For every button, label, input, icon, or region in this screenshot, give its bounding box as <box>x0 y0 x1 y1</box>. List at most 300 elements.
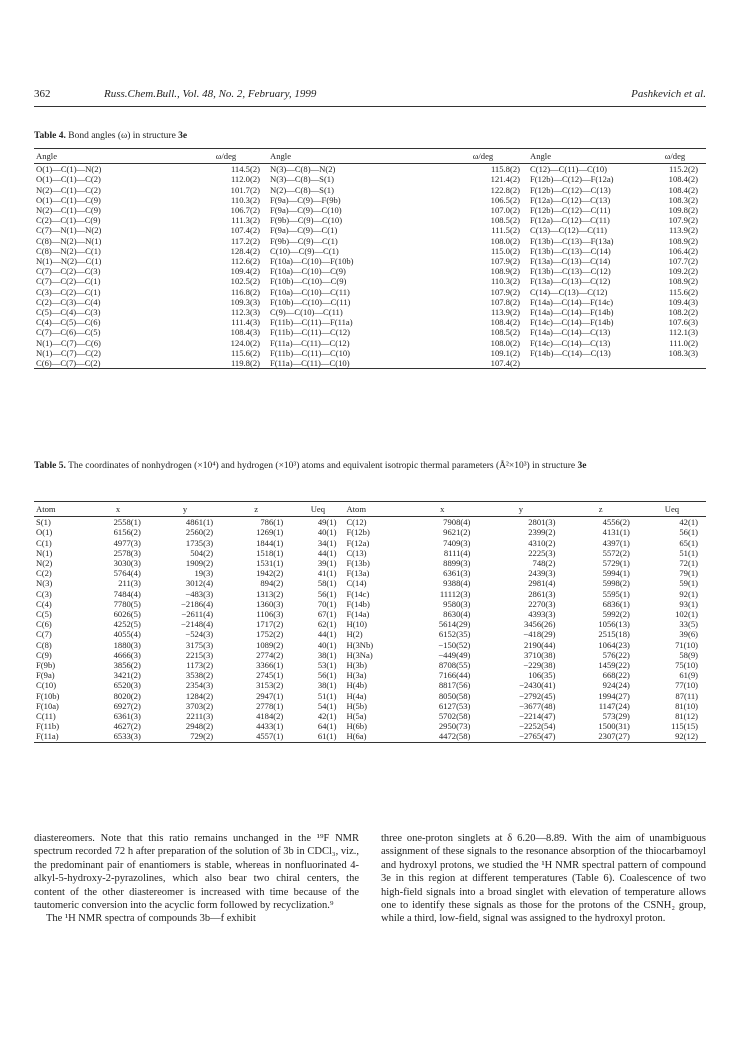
table4-row <box>34 317 706 327</box>
table4-row <box>34 266 706 276</box>
table5-cell: 1056(13) <box>598 619 630 630</box>
table5-header-cell: z <box>563 502 637 517</box>
table4-cell: 108.4(3) <box>230 327 260 338</box>
table5-cell: 6533(3) <box>87 731 149 742</box>
table5-cell: 894(2) <box>260 578 284 589</box>
table4-cell: 108.4(2) <box>668 174 698 185</box>
table4-row <box>34 287 706 297</box>
table5-cell: 5994(1) <box>602 568 630 579</box>
table4-cell: F(9a)—C(9)—C(10) <box>270 205 342 216</box>
table5-cell: 729(2) <box>149 731 221 742</box>
table4-cell: 108.3(2) <box>668 194 698 205</box>
table4-row <box>34 327 706 337</box>
table5-body <box>34 517 706 742</box>
left-paragraph-2: The ¹H NMR spectra of compounds 3b—f exhibit <box>46 913 256 925</box>
table5-cell: 5729(1) <box>602 558 630 569</box>
table5-cell: 2745(1) <box>256 670 284 681</box>
table4-row <box>34 174 706 184</box>
table5-cell: 2211(3) <box>186 711 214 722</box>
table4-cell: 110.3(2) <box>230 194 260 205</box>
table5-cell: 2947(1) <box>256 690 284 701</box>
table5-cell: 39(1) <box>317 558 337 569</box>
table5-header-cell: x <box>87 502 149 517</box>
table5-cell: 40(1) <box>317 527 337 538</box>
table5-cell: 8111(4) <box>443 547 471 558</box>
table5-cell: 5702(58) <box>438 711 471 722</box>
table5-cell: F(10a) <box>36 700 59 711</box>
table5-cell: 1147(24) <box>598 700 630 711</box>
table5-row <box>34 711 706 721</box>
table5-cell: H(3Nb) <box>346 639 374 650</box>
table4-cell: 108.2(2) <box>668 307 698 318</box>
table4-cell: C(3)—C(2)—C(1) <box>36 286 101 297</box>
table4-row <box>34 297 706 307</box>
table5-cell: C(1) <box>36 537 52 548</box>
table5-cell: 1880(3) <box>113 639 141 650</box>
table5-cell: 5572(2) <box>602 547 630 558</box>
table4-cell: O(1)—C(1)—C(2) <box>36 174 101 185</box>
table4-cell <box>528 358 644 369</box>
table5-caption <box>34 460 706 472</box>
table5-row <box>34 578 706 588</box>
table5-cell: 6836(1) <box>602 598 630 609</box>
table5-cell: C(4) <box>36 598 52 609</box>
table4-cell: F(13a)—C(13)—C(14) <box>530 256 611 267</box>
table5-cell: 81(12) <box>675 711 698 722</box>
table5-row <box>34 680 706 690</box>
table4-cell: 115.2(2) <box>668 164 698 175</box>
table4-cell: C(7)—C(2)—C(1) <box>36 276 101 287</box>
table5-row <box>34 670 706 680</box>
table5-cell: 573(29) <box>602 711 630 722</box>
table5-cell: 1942(2) <box>256 568 284 579</box>
table5-row <box>34 721 706 731</box>
table5-cell: C(10) <box>36 680 57 691</box>
table5-cell: 8899(3) <box>443 558 471 569</box>
table4-cell: 116.8(2) <box>230 286 260 297</box>
table5-cell: C(5) <box>36 609 52 620</box>
table5-row <box>34 517 706 528</box>
table4-cell: 124.0(2) <box>230 337 260 348</box>
table5-row <box>34 599 706 609</box>
table4-row <box>34 276 706 286</box>
table5-cell: F(9b) <box>36 660 56 671</box>
table4-cell: 112.6(2) <box>230 256 260 267</box>
table5-cell: 1909(2) <box>185 558 214 569</box>
table5-row <box>34 629 706 639</box>
table5-header-cell: y <box>149 502 221 517</box>
table4-row <box>34 358 706 369</box>
table5-row <box>34 538 706 548</box>
table5-cell: 4055(4) <box>113 629 141 640</box>
table4-cell: 109.4(2) <box>230 266 260 277</box>
table4-cell: C(7)—C(6)—C(5) <box>36 327 101 338</box>
table5-caption-text: The coordinates of nonhydrogen (×10⁴) and hydrogen (×10³) atoms and equivalent isotropic thermal parameters (Å²×10³) in structure <box>68 461 576 471</box>
right-paragraph-1: three one-proton singlets at δ 6.20—8.89. With the aim of unambiguous assignment of these signals to the resonance absorption of the thiocarbamoyl and hydroxyl protons, we studied the ¹H NMR spectral pattern of compound 3e in this region at different temperatures (Table 6). Coalescence of two high-field signals into a broad singlet with elevation of temperature allows one to identify these signals as those for the protons of the CSNH₂ group, while a third, low-field, signal was assigned to the hydroxyl proton. <box>381 833 706 925</box>
table4-cell: C(8)—N(2)—N(1) <box>36 235 102 246</box>
table5-cell: 51(1) <box>317 690 337 701</box>
table5-cell: O(1) <box>36 527 53 538</box>
body-right-column <box>381 832 706 926</box>
table5-header-cell: Atom <box>34 502 87 517</box>
table4-row <box>34 338 706 348</box>
table5-cell: 7908(4) <box>443 517 471 528</box>
table5-cell: 72(1) <box>679 558 698 569</box>
table4-cell: F(9b)—C(9)—C(10) <box>270 215 343 226</box>
table5-cell: −2792(45) <box>519 690 556 701</box>
table4-cell: F(12b)—C(12)—F(12a) <box>530 174 614 185</box>
table5-cell: H(2) <box>346 629 363 640</box>
table5-cell: 87(11) <box>675 690 698 701</box>
table4-cell: F(13b)—C(13)—C(12) <box>530 266 611 277</box>
table5-cell: 4397(1) <box>602 537 630 548</box>
table5-cell: 5595(1) <box>602 588 630 599</box>
table4-cell: 113.9(2) <box>490 307 520 318</box>
table5-cell: 4252(5) <box>113 619 141 630</box>
table4-cell: C(12)—C(11)—C(10) <box>530 164 608 175</box>
table5-cell: 1064(23) <box>598 639 630 650</box>
table4-cell: 115.6(2) <box>668 286 698 297</box>
table5-cell: 7166(44) <box>438 670 471 681</box>
table5-cell: 504(2) <box>190 547 214 558</box>
table4-cell: 109.2(2) <box>668 266 698 277</box>
table4-cell: F(9a)—C(9)—F(9b) <box>270 194 341 205</box>
table5-cell: 8708(55) <box>438 660 471 671</box>
table5-cell: 64(1) <box>317 721 337 732</box>
table5-cell: C(13) <box>346 547 367 558</box>
table4-cell: 109.1(2) <box>490 347 520 358</box>
table5-cell: 38(1) <box>317 680 337 691</box>
table4-cell: C(9)—C(10)—C(11) <box>270 307 343 318</box>
table5-header-cell: z <box>221 502 291 517</box>
table5-compound: 3e <box>577 461 587 471</box>
table5-cell: −2430(41) <box>519 680 556 691</box>
table4-cell: 111.4(3) <box>231 317 260 328</box>
table4-body <box>34 164 706 369</box>
table5-cell: F(13b) <box>346 558 370 569</box>
table5-cell: 2190(44) <box>523 639 556 650</box>
table4-header-cell: Angle <box>268 149 438 164</box>
table5-cell: H(5a) <box>346 711 367 722</box>
table5-cell: 3153(2) <box>256 680 284 691</box>
table5-cell: 1313(2) <box>256 588 284 599</box>
table4-cell: C(6)—C(7)—C(2) <box>34 358 184 369</box>
table5-cell: 1284(2) <box>185 690 214 701</box>
table4-cell: 108.9(2) <box>668 276 698 287</box>
table5-header-cell: x <box>406 502 478 517</box>
table5-row <box>34 619 706 629</box>
table4-cell: N(1)—C(7)—C(2) <box>36 347 101 358</box>
table4-cell: F(10a)—C(10)—C(11) <box>270 286 350 297</box>
table4-cell: F(14a)—C(14)—C(13) <box>530 327 611 338</box>
table5-cell: 1717(2) <box>256 619 284 630</box>
table4-cell: C(7)—C(2)—C(3) <box>36 266 101 277</box>
table5-cell: 786(1) <box>260 517 284 528</box>
table4-cell: F(13b)—C(13)—C(14) <box>530 245 611 256</box>
table4-cell: 106.4(2) <box>668 245 698 256</box>
table5-cell: 2950(73) <box>438 721 471 732</box>
table4-cell: 108.4(2) <box>668 184 698 195</box>
table5-cell: 19(3) <box>194 568 214 579</box>
table5-cell: 4977(3) <box>113 537 141 548</box>
table4-cell: 114.5(2) <box>230 164 260 175</box>
table5-cell: −3677(48) <box>519 700 556 711</box>
table4-cell: 108.3(3) <box>668 347 698 358</box>
table5-row <box>34 650 706 660</box>
table5-header-row <box>34 502 706 517</box>
table5-coordinates <box>34 501 706 743</box>
table4-cell: 113.9(2) <box>668 225 698 236</box>
table5-cell: 2981(4) <box>528 578 556 589</box>
table4-cell: 101.7(2) <box>230 184 260 195</box>
table5-cell: C(2) <box>36 568 52 579</box>
table5-cell: H(6a) <box>344 731 406 742</box>
table4-cell: N(3)—C(8)—S(1) <box>270 174 334 185</box>
table4-cell: 109.8(2) <box>668 205 698 216</box>
table5-cell: 49(1) <box>317 517 337 528</box>
table5-cell: 2399(2) <box>528 527 556 538</box>
table5-cell: 79(1) <box>679 568 698 579</box>
table5-row <box>34 558 706 568</box>
table4-cell: F(9b)—C(9)—C(1) <box>270 235 338 246</box>
table5-cell: 4393(3) <box>528 609 556 620</box>
table5-cell: 4556(2) <box>602 517 630 528</box>
table5-cell: N(2) <box>36 558 53 569</box>
authors: Pashkevich et al. <box>631 88 706 100</box>
table5-cell: 51(1) <box>679 547 698 558</box>
table5-cell: 53(1) <box>317 660 337 671</box>
table5-cell: 2948(2) <box>185 721 214 732</box>
table5-cell: 92(12) <box>638 731 706 742</box>
table4-cell: 108.0(2) <box>490 337 520 348</box>
table5-cell: 576(22) <box>602 649 630 660</box>
table5-cell: 58(1) <box>317 578 337 589</box>
table5-cell: H(10) <box>346 619 367 630</box>
table5-cell: 9580(3) <box>443 598 471 609</box>
table4-cell: F(14c)—C(14)—F(14b) <box>530 317 614 328</box>
table5-cell: 3175(3) <box>185 639 214 650</box>
table5-cell: C(9) <box>36 649 52 660</box>
table5-cell: H(3Na) <box>346 649 373 660</box>
table4-cell: F(11b)—C(11)—F(11a) <box>270 317 353 328</box>
table5-cell: 11112(3) <box>439 588 471 599</box>
table5-cell: 4666(3) <box>113 649 141 660</box>
table4-cell: 112.0(2) <box>230 174 260 185</box>
table5-cell: H(4a) <box>346 690 367 701</box>
table5-cell: 3030(3) <box>113 558 141 569</box>
table5-cell: 1844(1) <box>256 537 284 548</box>
table5-cell: −2252(54) <box>519 721 556 732</box>
table5-cell: 7409(3) <box>443 537 471 548</box>
table5-header-cell: Ueq <box>638 502 706 517</box>
table5-cell: F(13a) <box>346 568 370 579</box>
table5-cell: 38(1) <box>317 649 337 660</box>
table5-cell: 1360(3) <box>256 598 284 609</box>
table4-header-row <box>34 149 706 164</box>
table5-cell: 93(1) <box>679 598 698 609</box>
table5-cell: 71(10) <box>675 639 698 650</box>
table5-cell: 54(1) <box>317 700 337 711</box>
table5-cell: 4131(1) <box>602 527 630 538</box>
table5-cell: 34(1) <box>317 537 337 548</box>
table5-label: Table 5. <box>34 461 66 471</box>
table5-cell: 6927(2) <box>113 700 141 711</box>
table5-cell: 8050(58) <box>438 690 471 701</box>
table4-cell: N(1)—N(2)—C(1) <box>36 256 102 267</box>
table5-cell: 3856(2) <box>113 660 141 671</box>
table5-cell: 2439(3) <box>528 568 556 579</box>
table5-cell: 2578(3) <box>113 547 141 558</box>
table4-cell: 107.0(2) <box>490 205 520 216</box>
table5-cell: F(12b) <box>346 527 370 538</box>
table4-cell: C(14)—C(13)—C(12) <box>530 286 608 297</box>
table4-header-cell: Angle <box>34 149 184 164</box>
table5-cell: 2861(3) <box>528 588 556 599</box>
table5-cell: 61(9) <box>679 670 698 681</box>
table4-cell: F(11a)—C(11)—C(12) <box>270 337 350 348</box>
table4-cell: N(2)—C(8)—S(1) <box>270 184 334 195</box>
table4-cell: F(11b)—C(11)—C(10) <box>270 347 351 358</box>
table5-cell: 2774(2) <box>256 649 284 660</box>
table5-cell: C(14) <box>346 578 367 589</box>
table4-row <box>34 307 706 317</box>
table5-cell: 6152(35) <box>438 629 471 640</box>
page-number: 362 <box>34 88 51 100</box>
table5-header-cell: Ueq <box>291 502 344 517</box>
table5-cell: 2354(3) <box>185 680 214 691</box>
table5-cell: H(6b) <box>346 721 367 732</box>
table4-cell: C(7)—N(1)—N(2) <box>36 225 102 236</box>
table5-cell: −229(38) <box>523 660 556 671</box>
table5-header-cell: y <box>478 502 563 517</box>
table5-cell: 42(1) <box>317 711 337 722</box>
table4-cell: 112.3(3) <box>230 307 260 318</box>
table4-cell: 108.9(2) <box>490 266 520 277</box>
table4-cell: F(12a)—C(12)—C(11) <box>530 215 610 226</box>
table5-cell: C(11) <box>36 711 56 722</box>
table4-cell: 107.9(2) <box>668 215 698 226</box>
table4-cell: 108.5(2) <box>490 215 520 226</box>
table5-cell: 9621(2) <box>443 527 471 538</box>
table5-header-cell: Atom <box>344 502 406 517</box>
table5-cell: 6361(3) <box>113 711 141 722</box>
table4-cell: C(8)—N(2)—C(1) <box>36 245 101 256</box>
table4-cell: 108.9(2) <box>668 235 698 246</box>
table5-cell: 62(1) <box>317 619 337 630</box>
left-paragraph-1: diastereomers. Note that this ratio remains unchanged in the ¹⁹F NMR spectrum recorded 72 h after preparation of the solution of 3b in CDCl₃, viz., the predominant pair of enantiomers is stable, whereas in nonfluorinated 4-alkyl-5-hydroxy-2-pyrazolines, which also bear two chiral centers, the content of the other diastereomer is increased with time because of the tautomeric conversion into the acyclic form followed by recyclization.⁹ <box>34 833 359 912</box>
table5-row <box>34 691 706 701</box>
table4-cell: 106.5(2) <box>490 194 520 205</box>
table4-cell: 111.5(2) <box>491 225 520 236</box>
table5-cell: H(4b) <box>346 680 367 691</box>
table5-cell: F(10b) <box>36 690 60 701</box>
table5-cell: 56(1) <box>317 588 337 599</box>
table4-cell: F(11b)—C(11)—C(12) <box>270 327 351 338</box>
table4-cell: 119.8(2) <box>184 358 268 369</box>
journal-citation: Russ.Chem.Bull., Vol. 48, No. 2, February, 1999 <box>104 88 317 100</box>
table4-cell: C(10)—C(9)—C(1) <box>270 245 339 256</box>
table4-cell: 112.1(3) <box>668 327 698 338</box>
table4-cell: N(3)—C(8)—N(2) <box>270 164 336 175</box>
table5-cell: 1173(2) <box>186 660 214 671</box>
table5-cell: 2558(1) <box>113 517 141 528</box>
table4-cell: 109.3(3) <box>230 296 260 307</box>
table4-cell: 108.0(2) <box>490 235 520 246</box>
table5-row <box>34 589 706 599</box>
table5-cell: 1089(2) <box>256 639 284 650</box>
table5-cell: 5614(29) <box>438 619 471 630</box>
table5-cell: 56(1) <box>679 527 698 538</box>
table5-cell: 6520(3) <box>113 680 141 691</box>
table5-cell: 1531(1) <box>256 558 284 569</box>
table4-cell: F(14b)—C(14)—C(13) <box>530 347 611 358</box>
table4-cell: 110.3(2) <box>490 276 520 287</box>
table4-row <box>34 205 706 215</box>
table5-cell: C(12) <box>346 517 367 528</box>
table4-row <box>34 195 706 205</box>
table5-cell: 5764(4) <box>113 568 141 579</box>
table5-cell: 33(5) <box>679 619 698 630</box>
table5-cell: 44(1) <box>317 629 337 640</box>
table4-cell: 107.6(3) <box>668 317 698 328</box>
table4-label: Table 4. <box>34 131 66 141</box>
table5-cell: 1994(27) <box>598 690 630 701</box>
table4-cell <box>644 358 706 369</box>
table5-cell: −2186(4) <box>181 598 214 609</box>
table5-cell: 3456(26) <box>523 619 556 630</box>
table5-cell: 4627(2) <box>113 721 141 732</box>
table5-cell: 65(1) <box>679 537 698 548</box>
table5-cell: S(1) <box>36 517 51 528</box>
table5-cell: 4472(58) <box>406 731 478 742</box>
table5-cell: 2560(2) <box>185 527 214 538</box>
table5-cell: 7780(5) <box>113 598 141 609</box>
table4-cell: F(10a)—C(10)—C(9) <box>270 266 346 277</box>
table4-header-cell: ω/deg <box>438 149 528 164</box>
table5-cell: 1500(31) <box>598 721 630 732</box>
table5-cell: C(6) <box>36 619 52 630</box>
table5-row <box>34 527 706 537</box>
table5-cell: F(14a) <box>346 609 370 620</box>
table5-cell: F(9a) <box>36 670 55 681</box>
table5-cell: 3538(2) <box>185 670 214 681</box>
table4-cell: F(13b)—C(13)—F(13a) <box>530 235 614 246</box>
table5-cell: 6026(5) <box>113 609 141 620</box>
table5-cell: 4310(2) <box>528 537 556 548</box>
table5-cell: F(11a) <box>34 731 87 742</box>
table4-cell: F(10a)—C(10)—F(10b) <box>270 256 354 267</box>
table5-row <box>34 548 706 558</box>
table5-cell: F(14b) <box>346 598 370 609</box>
table5-cell: 2515(18) <box>598 629 630 640</box>
table4-cell: 117.2(2) <box>230 235 260 246</box>
table4-cell: F(13a)—C(13)—C(12) <box>530 276 611 287</box>
table5-cell: 9388(4) <box>443 578 471 589</box>
table5-cell: 748(2) <box>532 558 556 569</box>
table4-cell: 107.4(2) <box>230 225 260 236</box>
table4-cell: 111.0(2) <box>669 337 698 348</box>
table5-cell: 2307(27) <box>563 731 637 742</box>
table4-cell: 107.9(2) <box>490 286 520 297</box>
table4-row <box>34 348 706 358</box>
table5-row <box>34 640 706 650</box>
table5-cell: 668(22) <box>602 670 630 681</box>
table5-cell: 4433(1) <box>256 721 284 732</box>
table4-cell: F(14a)—C(14)—F(14c) <box>530 296 614 307</box>
table5-cell: 41(1) <box>317 568 337 579</box>
table4-cell: F(10b)—C(10)—C(9) <box>270 276 347 287</box>
table5-cell: 40(1) <box>317 639 337 650</box>
